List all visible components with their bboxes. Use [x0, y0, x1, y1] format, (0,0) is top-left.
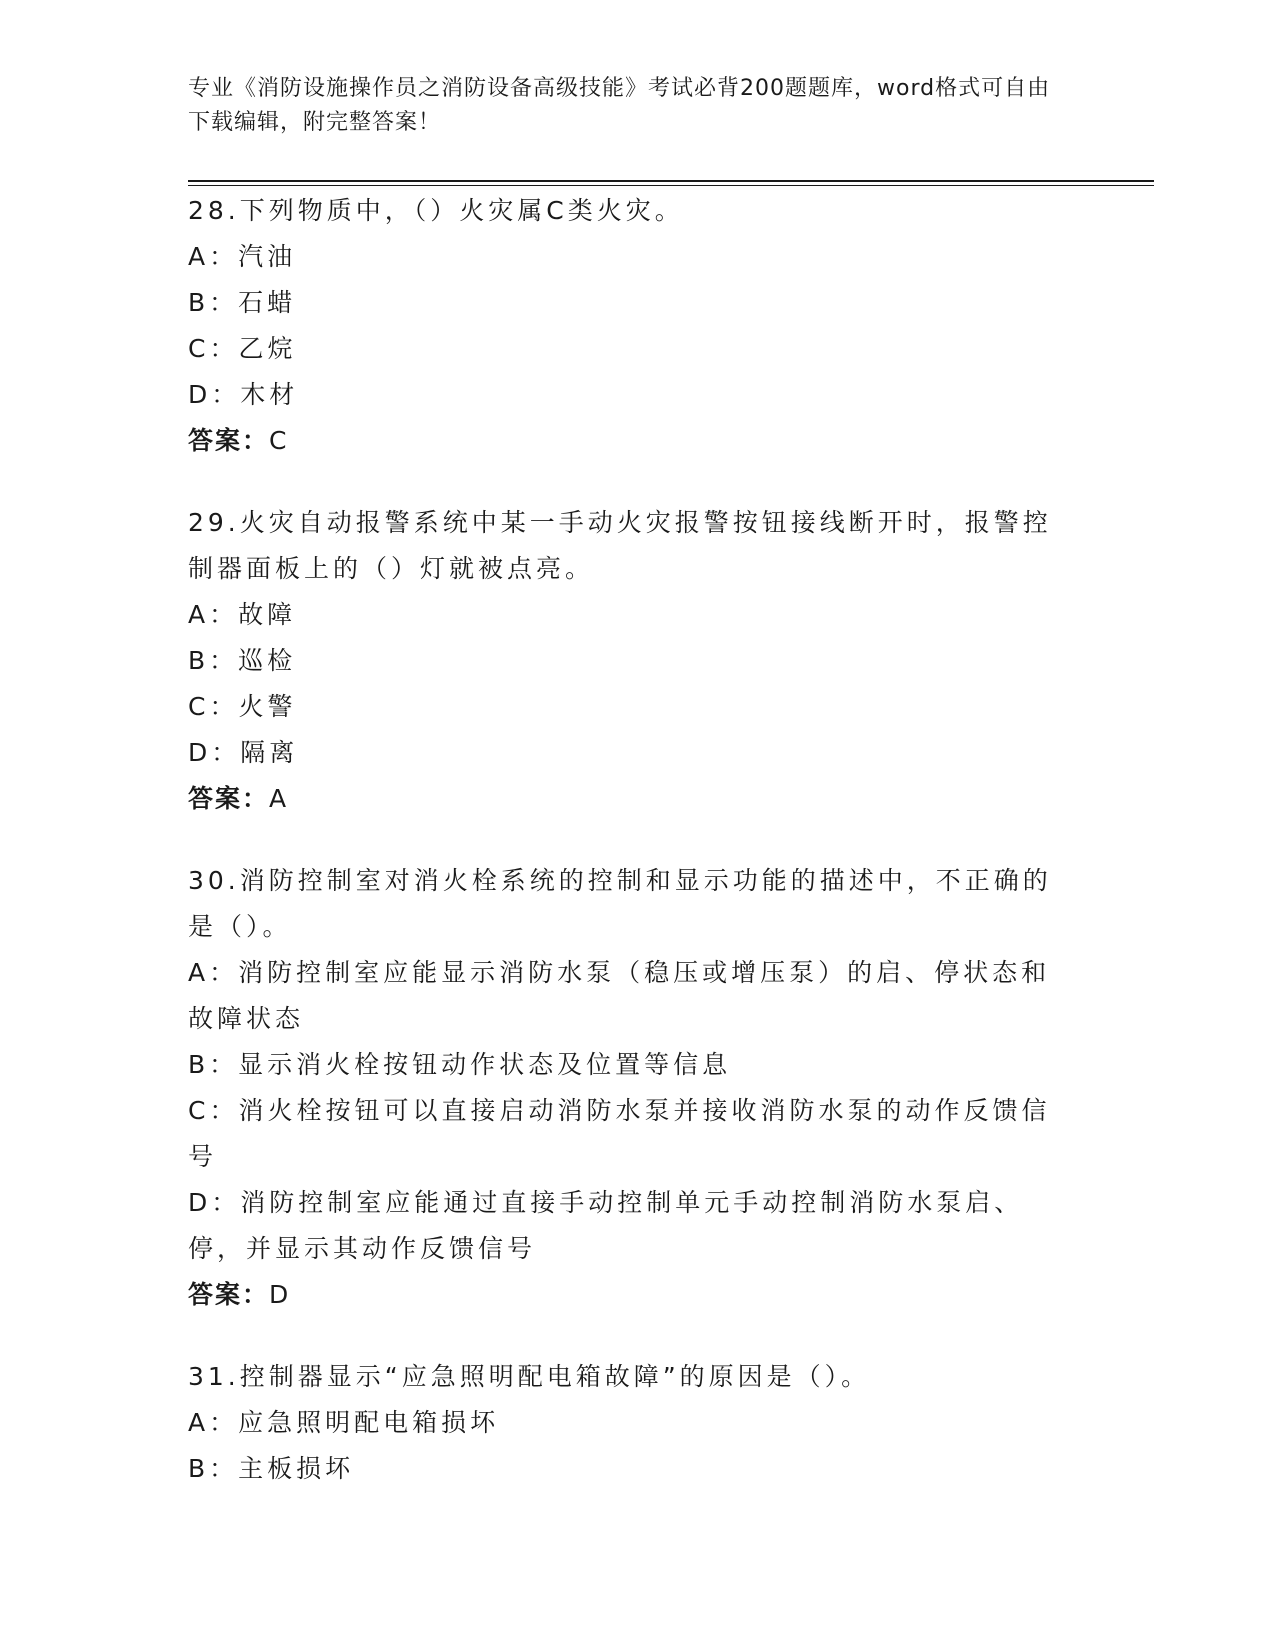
answer-line: [188, 776, 1078, 822]
option-b: B：显示消火栓按钮动作状态及位置等信息: [188, 1050, 732, 1079]
question-stem: 30.消防控制室对消火栓系统的控制和显示功能的描述中，不正确的是（）。: [188, 866, 1052, 941]
option-b: B：石蜡: [188, 288, 297, 317]
question-29: [188, 500, 1078, 822]
option-c: C：消火栓按钮可以直接启动消防水泵并接收消防水泵的动作反馈信号: [188, 1096, 1051, 1171]
option-b: B：主板损坏: [188, 1454, 355, 1483]
question-28: [188, 188, 1078, 464]
option-d: D：消防控制室应能通过直接手动控制单元手动控制消防水泵启、停，并显示其动作反馈信号: [188, 1188, 1024, 1263]
option-d: D：隔离: [188, 738, 299, 767]
question-stem: 29.火灾自动报警系统中某一手动火灾报警按钮接线断开时，报警控制器面板上的（）灯就被点亮。: [188, 508, 1052, 583]
option-c: C：火警: [188, 692, 297, 721]
question-stem: 31.控制器显示“应急照明配电箱故障”的原因是（）。: [188, 1362, 871, 1391]
question-30: [188, 858, 1078, 1318]
option-c: C：乙烷: [188, 334, 297, 363]
answer-label: 答案：: [188, 1280, 270, 1309]
header-rule-thick: [188, 180, 1154, 182]
question-31: [188, 1354, 1078, 1492]
question-stem: 28.下列物质中，（）火灾属C类火灾。: [188, 196, 684, 225]
answer-line: [188, 1272, 1078, 1318]
option-a: A：汽油: [188, 242, 297, 271]
option-a: A：应急照明配电箱损坏: [188, 1408, 500, 1437]
answer-value: D: [269, 1280, 291, 1309]
answer-label: 答案：: [188, 426, 270, 455]
question-list: [188, 188, 1078, 1528]
answer-value: A: [269, 784, 289, 813]
option-a: A：消防控制室应能显示消防水泵（稳压或增压泵）的启、停状态和故障状态: [188, 958, 1051, 1033]
option-d: D：木材: [188, 380, 299, 409]
header-rule-thin: [188, 185, 1154, 186]
document-header: 专业《消防设施操作员之消防设备高级技能》考试必背200题题库，word格式可自由下载编辑，附完整答案！: [188, 76, 1051, 135]
option-a: A：故障: [188, 600, 297, 629]
answer-line: [188, 418, 1078, 464]
answer-label: 答案：: [188, 784, 270, 813]
answer-value: C: [269, 426, 289, 455]
option-b: B：巡检: [188, 646, 297, 675]
